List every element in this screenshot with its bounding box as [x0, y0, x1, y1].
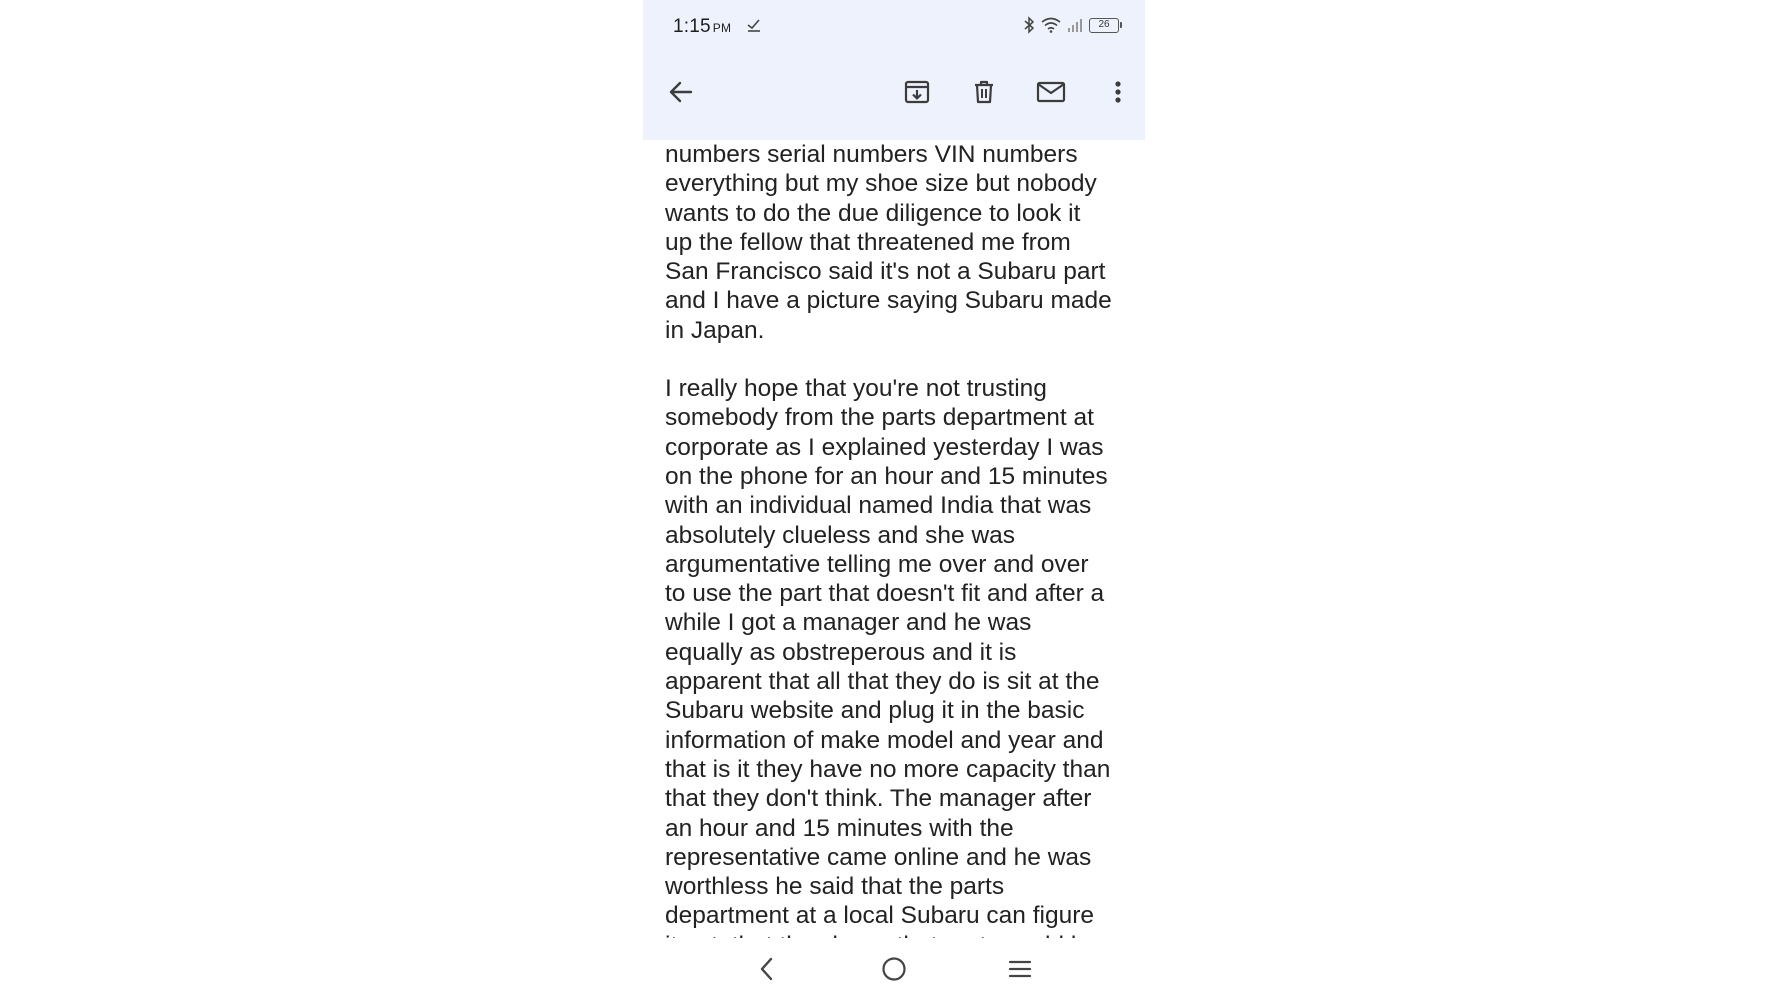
status-time-value: 1:15: [673, 16, 711, 37]
wifi-icon: [1041, 17, 1061, 33]
text-line: argumentative telling me over and over: [665, 550, 1089, 578]
text-line: an hour and 15 minutes with the: [665, 814, 1014, 842]
text-line: in Japan.: [665, 316, 765, 344]
email-paragraph-1: [643, 140, 1135, 345]
arrow-left-icon: [667, 78, 695, 106]
email-paragraph-2: [643, 374, 1135, 960]
check-icon: [746, 17, 762, 33]
text-line: equally as obstreperous and it is: [665, 638, 1017, 666]
text-line: numbers serial numbers VIN numbers: [665, 141, 1078, 168]
text-line: San Francisco said it's not a Subaru part: [665, 258, 1106, 286]
status-bar: [643, 0, 1145, 52]
mark-unread-button[interactable]: [1031, 72, 1071, 112]
text-line: wants to do the due diligence to look it: [665, 199, 1081, 227]
nav-recents-button[interactable]: [1003, 952, 1037, 986]
phone-screen: [643, 0, 1145, 1000]
chevron-left-icon: [757, 956, 777, 982]
text-line: corporate as I explained yesterday I was: [665, 433, 1104, 461]
archive-icon: [903, 78, 931, 106]
text-line: with an individual named India that was: [665, 492, 1092, 520]
trash-icon: [970, 78, 998, 106]
back-button[interactable]: [661, 72, 701, 112]
nav-home-button[interactable]: [877, 952, 911, 986]
text-line: that is it they have no more capacity than: [665, 755, 1111, 783]
more-options-button[interactable]: [1098, 72, 1138, 112]
text-line: that they don't think. The manager after: [665, 785, 1092, 813]
text-line: department at a local Subaru can figure: [665, 902, 1095, 930]
more-vertical-icon: [1113, 78, 1123, 106]
text-line: apparent that all that they do is sit at the: [665, 668, 1100, 696]
text-line: information of make model and year and: [665, 726, 1104, 754]
archive-button[interactable]: [897, 72, 937, 112]
system-nav-bar: [643, 938, 1145, 1000]
text-line: while I got a manager and he was: [665, 609, 1032, 637]
email-body[interactable]: [643, 140, 1145, 938]
text-line: Subaru website and plug it in the basic: [665, 697, 1085, 725]
text-line: representative came online and he was: [665, 843, 1092, 871]
status-time-ampm: PM: [712, 21, 732, 35]
text-line: somebody from the parts department at: [665, 404, 1094, 432]
email-toolbar: [643, 52, 1145, 140]
mail-icon: [1036, 78, 1066, 106]
menu-lines-icon: [1008, 958, 1032, 980]
signal-icon: [1067, 17, 1083, 33]
text-line: absolutely clueless and she was: [665, 521, 1016, 549]
text-line: worthless he said that the parts: [665, 873, 1005, 901]
text-line: up the fellow that threatened me from: [665, 228, 1071, 256]
nav-back-button[interactable]: [750, 952, 784, 986]
status-icons: [1023, 15, 1119, 35]
text-line: and I have a picture saying Subaru made: [665, 287, 1112, 315]
bluetooth-icon: [1023, 16, 1035, 34]
text-line: everything but my shoe size but nobody: [665, 170, 1097, 198]
circle-home-icon: [881, 956, 907, 982]
text-line: to use the part that doesn't fit and after a: [665, 580, 1105, 608]
status-time: [673, 16, 731, 38]
delete-button[interactable]: [964, 72, 1004, 112]
text-line: on the phone for an hour and 15 minutes: [665, 462, 1108, 490]
text-line: I really hope that you're not trusting: [665, 375, 1047, 403]
battery-icon: 26: [1089, 18, 1119, 33]
